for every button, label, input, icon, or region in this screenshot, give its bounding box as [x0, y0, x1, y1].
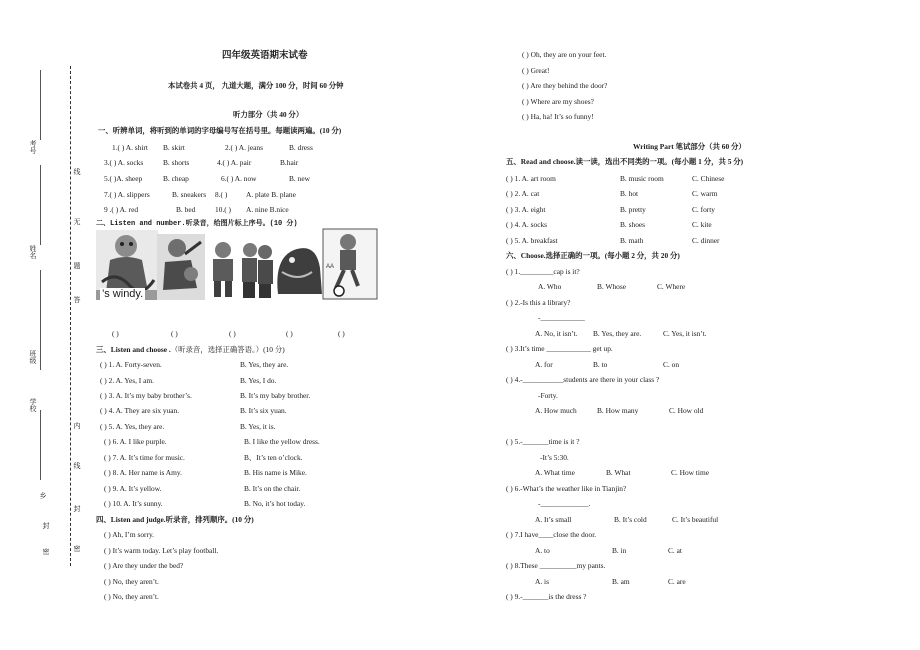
section3-heading	[96, 345, 285, 354]
s1-r2-a: 3.( ) A. socks	[104, 158, 144, 167]
s6-q4: ( ) 4.-___________students are there in your class ?	[506, 375, 660, 384]
s3-q1-b: B. Yes, they are.	[240, 360, 289, 369]
s3-q1-a: ( ) 1. A. Forty-seven.	[100, 360, 162, 369]
binding-dashed-line	[70, 66, 71, 566]
s4-line-3: ( ) Are they under the bed?	[104, 561, 184, 570]
s6-q2-b: B. Yes, they are.	[593, 329, 642, 338]
picture-blank-2[interactable]: ( )	[171, 329, 178, 338]
s6-q1-b: B. Whose	[597, 282, 627, 291]
s5-q1-a: ( ) 1. A. art room	[506, 174, 556, 183]
margin-char: 封	[42, 522, 50, 529]
s6-q7-a: A. to	[535, 546, 550, 555]
label-name: 姓名	[29, 245, 37, 259]
svg-text:AA: AA	[326, 264, 335, 270]
s4-cont-4: ( ) Where are my shoes?	[522, 97, 594, 106]
label-school: 学校	[29, 398, 37, 412]
seal-char: 封	[73, 505, 81, 512]
picture-caption: ’s windy.	[102, 288, 144, 300]
s3-q10-b: B. No, it’s hot today.	[244, 499, 306, 508]
s6-q7-b: B. in	[612, 546, 627, 555]
s6-q2-blank: -____________	[538, 313, 585, 322]
s5-q5-b: B. math	[620, 236, 644, 245]
s6-q3-b: B. to	[593, 360, 608, 369]
s6-q1-c: C. Where	[657, 282, 686, 291]
s5-q2-a: ( ) 2. A. cat	[506, 189, 540, 198]
s3-q5-a: ( ) 5. A. Yes, they are.	[100, 422, 165, 431]
picture-big-animal	[272, 238, 324, 300]
s6-q6-a: A. It’s small	[535, 515, 572, 524]
label-class: 班级	[29, 350, 37, 364]
s5-q3-b: B. pretty	[620, 205, 646, 214]
s1-r3-b: B. cheap	[163, 174, 189, 183]
s3-q10-a: ( ) 10. A. It’s sunny.	[104, 499, 163, 508]
s1-r3-d: B. new	[289, 174, 310, 183]
s6-q7-c: C. at	[668, 546, 682, 555]
s6-q9: ( ) 9.-_______is the dress ?	[506, 592, 587, 601]
s6-q3-a: A. for	[535, 360, 553, 369]
s5-q1-c: C. Chinese	[692, 174, 725, 183]
s6-q6-reply: -_____________.	[538, 499, 591, 508]
s6-q6-c: C. It’s beautiful	[672, 515, 719, 524]
answer-line-exam-number	[40, 70, 41, 140]
s6-q8-c: C. are	[668, 577, 686, 586]
s3-q2-b: B. Yes, I do.	[240, 376, 277, 385]
s3-q7-b: B、It’s ten o’clock.	[244, 453, 303, 462]
section5-heading: 五、Read and choose.读一读，选出不同类的一项。(每小题 1 分，共 5 分)	[506, 157, 744, 166]
s6-q4-a: A. How much	[535, 406, 577, 415]
s6-q2: ( ) 2.-Is this a library?	[506, 298, 571, 307]
s5-q5-c: C. dinner	[692, 236, 720, 245]
s6-q8-b: B. am	[612, 577, 630, 586]
section3-heading-note: （听录音，选择正确答语。）(10 分)	[170, 345, 285, 354]
picture-blank-4[interactable]: ( )	[286, 329, 293, 338]
s3-q8-b: B. His name is Mike.	[244, 468, 307, 477]
s1-r1-d: B. dress	[289, 143, 313, 152]
s4-cont-2: ( ) Great!	[522, 66, 550, 75]
s1-r1-c: 2.( ) A. jeans	[225, 143, 263, 152]
s1-r2-d: B.hair	[280, 158, 299, 167]
s3-q6-b: B. I like the yellow dress.	[244, 437, 320, 446]
section3-heading-main: 三、Listen and choose .	[96, 345, 171, 354]
seal-char: 线	[73, 168, 81, 175]
s1-r2-c: 4.( ) A. pair	[217, 158, 252, 167]
s5-q2-c: C. warm	[692, 189, 718, 198]
seal-char: 题	[73, 262, 81, 269]
s1-r4-b: B. sneakers	[172, 190, 207, 199]
answer-line-class	[40, 270, 41, 370]
listening-header: 听力部分（共 40 分）	[233, 110, 304, 119]
section1-heading: 一、听辨单词，将听到的单词的字母编号写在括号里。每题读两遍。(10 分)	[98, 126, 342, 135]
s6-q7: ( ) 7.I have____close the door.	[506, 530, 597, 539]
s4-line-2: ( ) It’s warm today. Let’s play football.	[104, 546, 219, 555]
s4-cont-3: ( ) Are they behind the door?	[522, 81, 608, 90]
s6-q1: ( ) 1._________cap is it?	[506, 267, 580, 276]
picture-blank-1[interactable]: ( )	[112, 329, 119, 338]
answer-line-school	[40, 410, 41, 480]
seal-char: 密	[73, 545, 81, 552]
s3-q8-a: ( ) 8. A. Her name is Amy.	[104, 468, 182, 477]
writing-header: Writing Part 笔试部分（共 60 分）	[633, 142, 746, 151]
s4-line-5: ( ) No, they aren’t.	[104, 592, 159, 601]
s6-q5-reply: -It’s 5:30.	[540, 453, 569, 462]
s1-r4-a: 7.( ) A. slippers	[104, 190, 150, 199]
s3-q2-a: ( ) 2. A. Yes, I am.	[100, 376, 154, 385]
s1-r5-a: 9 .( ) A. red	[104, 205, 139, 214]
s1-r2-b: B. shorts	[163, 158, 190, 167]
s5-q3-a: ( ) 3. A. eight	[506, 205, 546, 214]
s6-q8-a: A. is	[535, 577, 549, 586]
s3-q5-b: B. Yes, it is.	[240, 422, 276, 431]
s5-q1-b: B. music room	[620, 174, 664, 183]
s1-r4-d: A. plate B. plane	[246, 190, 296, 199]
s6-q4-b: B. How many	[597, 406, 639, 415]
s6-q5: ( ) 5.-_______time is it ?	[506, 437, 580, 446]
margin-char: 乡	[39, 492, 47, 499]
s4-line-4: ( ) No, they aren’t.	[104, 577, 159, 586]
s3-q9-b: B. It’s on the chair.	[244, 484, 301, 493]
section2-heading: 二、Listen and number.听录音，给图片标上序号。(10 分)	[96, 220, 298, 228]
margin-char: 密	[42, 548, 50, 555]
s1-r5-b: B. bed	[176, 205, 196, 214]
s6-q2-a: A. No, it isn’t.	[535, 329, 578, 338]
s5-q5-a: ( ) 5. A. breakfast	[506, 236, 558, 245]
s1-r4-c: 8.( )	[215, 190, 228, 199]
picture-two-boys	[238, 240, 276, 300]
s4-cont-5: ( ) Ha, ha! It’s so funny!	[522, 112, 594, 121]
s4-line-1: ( ) Ah, I’m sorry.	[104, 530, 155, 539]
s6-q3: ( ) 3.It’s time ____________ get up.	[506, 344, 613, 353]
s5-q2-b: B. hot	[620, 189, 639, 198]
s6-q4-c: C. How old	[669, 406, 704, 415]
picture-boy-football	[322, 228, 378, 300]
s3-q3-a: ( ) 3. A. It’s my baby brother’s.	[100, 391, 192, 400]
seal-char: 线	[73, 462, 81, 469]
s6-q5-c: C. How time	[671, 468, 709, 477]
picture-boy-standing	[206, 240, 240, 300]
s3-q4-a: ( ) 4. A. They are six yuan.	[100, 406, 180, 415]
seal-char: 答	[73, 296, 81, 303]
s6-q2-c: C. Yes, it isn’t.	[663, 329, 707, 338]
seal-char: 无	[73, 218, 81, 225]
answer-line-name	[40, 165, 41, 245]
picture-blank-3[interactable]: ( )	[229, 329, 236, 338]
section4-heading: 四、Listen and judge.听录音，排列顺序。(10 分)	[96, 515, 254, 524]
s1-r3-a: 5.( )A. sheep	[104, 174, 143, 183]
s5-q4-a: ( ) 4. A. socks	[506, 220, 548, 229]
s6-q4-reply: -Forty.	[538, 391, 558, 400]
picture-blank-5[interactable]: ( )	[338, 329, 345, 338]
s3-q7-a: ( ) 7. A. It’s time for music.	[104, 453, 185, 462]
s4-cont-1: ( ) Oh, they are on your feet.	[522, 50, 607, 59]
s6-q8: ( ) 8.These __________my pants.	[506, 561, 606, 570]
page-title: 四年级英语期末试卷	[222, 51, 308, 61]
s6-q5-b: B. What	[606, 468, 631, 477]
s6-q5-a: A. What time	[535, 468, 575, 477]
s1-r5-c: 10.( )	[215, 205, 232, 214]
s3-q4-b: B. It’s six yuan.	[240, 406, 287, 415]
section6-heading: 六、Choose.选择正确的一项。(每小题 2 分，共 20 分)	[506, 251, 680, 260]
s1-r3-c: 6.( ) A. now	[221, 174, 257, 183]
s1-r1-a: 1.( ) A. shirt	[112, 143, 148, 152]
s6-q1-a: A. Who	[538, 282, 562, 291]
s5-q4-b: B. shoes	[620, 220, 646, 229]
s6-q6-b: B. It’s cold	[614, 515, 647, 524]
label-exam-number: 考号	[29, 140, 37, 154]
s3-q9-a: ( ) 9. A. It’s yellow.	[104, 484, 162, 493]
s5-q4-c: C. kite	[692, 220, 712, 229]
exam-info: 本试卷共 4 页， 九道大题，满分 100 分，时间 60 分钟	[168, 81, 344, 90]
picture-kids-dancing	[157, 234, 205, 300]
s1-r5-d: A. nine B.nice	[246, 205, 289, 214]
s6-q3-c: C. on	[663, 360, 680, 369]
s3-q6-a: ( ) 6. A. I like purple.	[104, 437, 167, 446]
s5-q3-c: C. forty	[692, 205, 715, 214]
seal-char: 内	[73, 422, 81, 429]
s3-q3-b: B. It’s my baby brother.	[240, 391, 311, 400]
s1-r1-b: B. skirt	[163, 143, 185, 152]
s6-q6: ( ) 6.-What’s the weather like in Tianjin?	[506, 484, 627, 493]
